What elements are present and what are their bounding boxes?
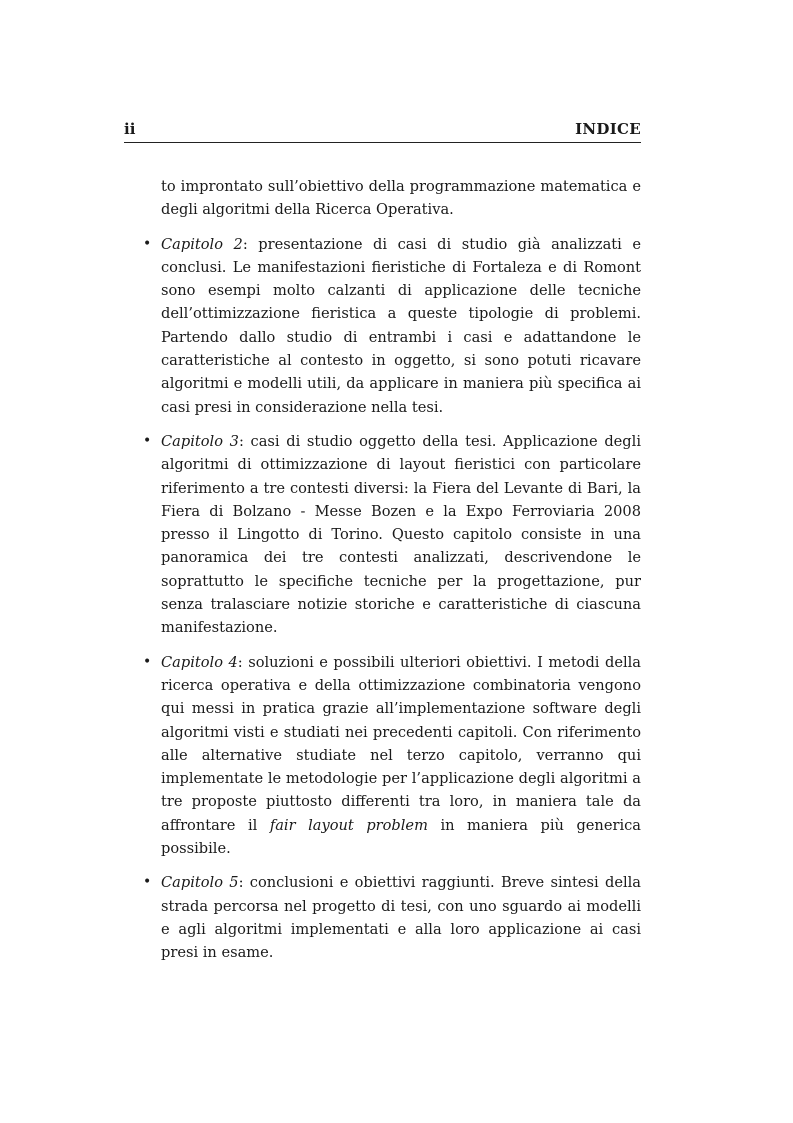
running-title: INDICE: [575, 120, 641, 138]
bullet-icon: •: [143, 653, 152, 670]
item-label: Capitolo 4: [161, 653, 238, 671]
page-number: ii: [124, 120, 136, 138]
bullet-icon: •: [143, 874, 152, 891]
bullet-icon: •: [143, 235, 152, 252]
item-label: Capitolo 2: [161, 235, 243, 253]
list-item-capitolo-5: [143, 871, 641, 964]
list-item-capitolo-4: [143, 651, 641, 861]
item-text-after: in maniera più generica possibile.: [161, 816, 641, 858]
continued-paragraph: to improntato sull’obiettivo della programmazione matematica e degli algoritmi della Ricerca Operativa.: [161, 178, 641, 219]
item-text: : casi di studio oggetto della tesi. Applicazione degli algoritmi di ottimizzazione di layout fieristici con particolare riferimento a tre contesti diversi: la Fiera del Levante di Bari, la Fiera di Bolzano - Messe Bozen e la Expo Ferroviaria 2008 presso il Lingotto di Torino. Questo capitolo consiste in una panoramica dei tre contesti analizzati, descrivendone le soprattutto le specifiche tecniche per la progettazione, pur senza tralasciare notizie storiche e caratteristiche di ciascuna manifestazione.: [161, 432, 641, 637]
item-label: Capitolo 3: [161, 432, 239, 450]
list-item-capitolo-2: [143, 233, 641, 419]
item-emphasis: fair layout problem: [269, 816, 428, 834]
item-text: : conclusioni e obiettivi raggiunti. Breve sintesi della strada percorsa nel progetto di tesi, con uno sguardo ai modelli e agli algoritmi implementati e alla loro applicazione ai casi presi in esame.: [161, 874, 642, 962]
list-item-capitolo-3: [143, 430, 641, 640]
item-label: Capitolo 5: [161, 874, 239, 892]
page-header: [124, 120, 641, 143]
item-text-before: : soluzioni e possibili ulteriori obiettivi. I metodi della ricerca operativa e della ottimizzazione combinatoria vengono qui messi in pratica grazie all’implementazione software degli algoritmi visti e studiati nei precedenti capitoli. Con riferimento alle alternative studiate nel terzo capitolo, verranno qui implementate le metodologie per l’applicazione degli algoritmi a tre proposte piuttosto differenti tra loro, in maniera tale da affrontare il: [161, 653, 641, 834]
bullet-icon: •: [143, 432, 152, 449]
item-text: : presentazione di casi di studio già analizzati e conclusi. Le manifestazioni fieristiche di Fortaleza e di Romont sono esempi molto calzanti di applicazione delle tecniche dell’ottimizzazione fieristica a queste tipologie di problemi. Partendo dallo studio di entrambi i casi e adattandone le caratteristiche al contesto in oggetto, si sono potuti ricavare algoritmi e modelli utili, da applicare in maniera più specifica ai casi presi in considerazione nella tesi.: [161, 235, 641, 416]
page-body: [143, 175, 641, 976]
